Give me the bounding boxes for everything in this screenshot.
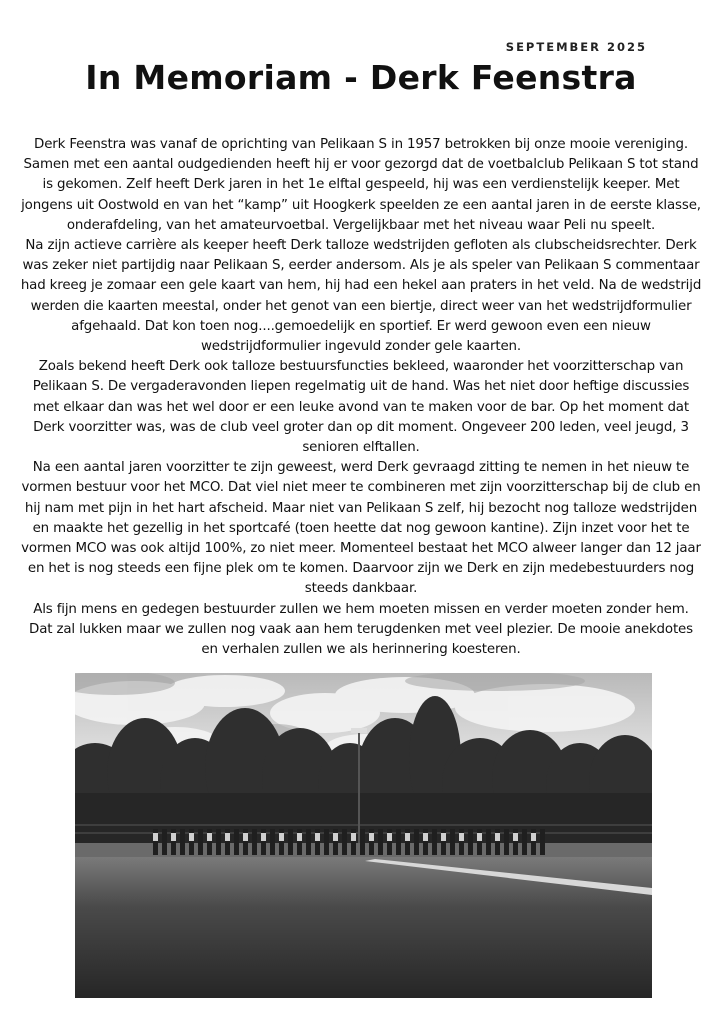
photo-illustration	[75, 673, 652, 998]
article-paragraph: Als fijn mens en gedegen bestuurder zullen we hem moeten missen en verder moeten zonder hem. Dat zal lukken maar we zullen nog vaak aan hem terugdenken met veel plezier. De mooie anekdotes en verhalen zullen we als herinnering koesteren.	[29, 601, 693, 658]
article-paragraph: Zoals bekend heeft Derk ook talloze bestuursfuncties bekleed, waaronder het voorzitterschap van Pelikaan S. De vergaderavonden liepen regelmatig uit de hand. Was het niet door heftige discussies met elkaar dan was het wel door er een leuke avond van te maken voor de bar. Op het moment dat Derk voorzitter was, was de club veel groter dan op dit moment. Ongeveer 200 leden, veel jeugd, 3 senioren elftallen.	[32, 359, 690, 456]
page-title: In Memoriam - Derk Feenstra	[85, 58, 637, 97]
issue-date: SEPTEMBER 2025	[505, 40, 647, 54]
article-paragraph: Derk Feenstra was vanaf de oprichting van Pelikaan S in 1957 betrokken bij onze mooie vereniging. Samen met een aantal oudgedienden heeft hij er voor gezorgd dat de voetbalclub Pelikaan S tot stand is gekomen. Zelf heeft Derk jaren in het 1e elftal gespeeld, hij was een verdienstelijk keeper. Met jongens uit Oostwold en van het “kamp” uit Hoogkerk speelden ze een aantal jaren in de eerste klasse, onderafdeling, van het amateurvoetbal. Vergelijkbaar met het niveau waar Peli nu speelt.	[21, 137, 701, 233]
team-lineup-photo	[75, 673, 652, 998]
article-body	[20, 135, 702, 660]
article-paragraph: Na een aantal jaren voorzitter te zijn geweest, werd Derk gevraagd zitting te nemen in het nieuw te vormen bestuur voor het MCO. Dat viel niet meer te combineren met zijn voorzitterschap bij de club en hij nam met pijn in het hart afscheid. Maar niet van Pelikaan S zelf, hij bezocht nog talloze wedstrijden en maakte het gezellig in het sportcafé (toen heette dat nog gewoon kantine). Zijn inzet voor het te vormen MCO was ook altijd 100%, zo niet meer. Momenteel bestaat het MCO alweer langer dan 12 jaar en het is nog steeds een fijne plek om te komen. Daarvoor zijn we Derk en zijn medebestuurders nog steeds dankbaar.	[21, 460, 701, 597]
article-paragraph: Na zijn actieve carrière als keeper heeft Derk talloze wedstrijden gefloten als clubscheidsrechter. Derk was zeker niet partijdig naar Pelikaan S, eerder andersom. Als je als speler van Pelikaan S commentaar had kreeg je zomaar een gele kaart van hem, hij had een hekel aan praters in het veld. Na de wedstrijd werden die kaarten meestal, onder het genot van een biertje, direct weer van het wedstrijdformulier afgehaald. Dat kon toen nog....gemoedelijk en sportief. Er werd gewoon even een nieuw wedstrijdformulier ingevuld zonder gele kaarten.	[20, 238, 702, 355]
